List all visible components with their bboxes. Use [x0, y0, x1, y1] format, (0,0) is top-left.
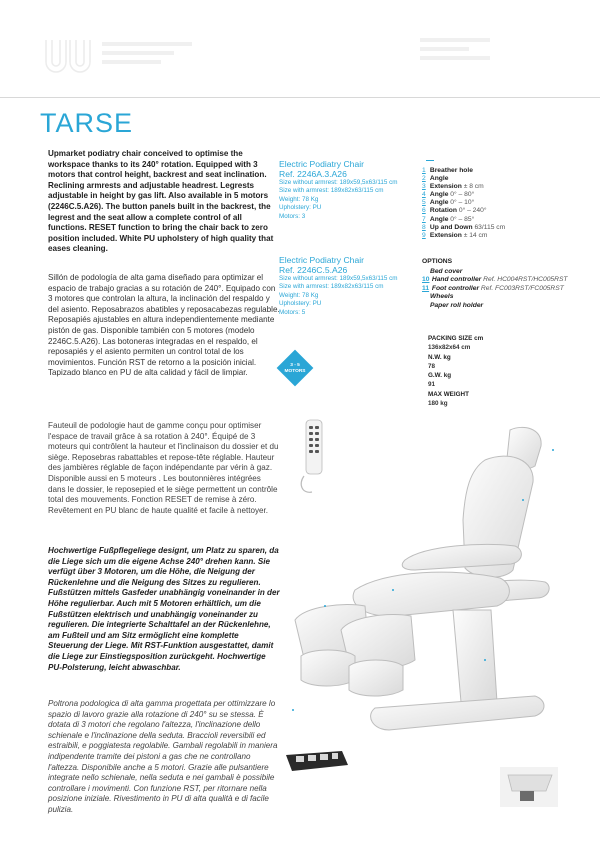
motor-badge-text: 3 - 5 MOTORS: [284, 363, 306, 374]
list-item: 2 Angle: [422, 175, 449, 183]
description-en: Upmarket podiatry chair conceived to optimise the workspace thanks to its 240° rotation. Equipped with 3 motors that control height, backrest and seat inclination. Reclining armrests and adjustable headrest. Legrests adjustable in height by gas lift. Also available in 5 motors (2246C.5.A26). The button panels built in the backrest, the legrest and the seat allow a complete control of all functions. RESET function to bring the chair back to zero position included. White PU upholstery of high quality that eases cleaning.: [48, 149, 274, 254]
header-info: [420, 38, 490, 65]
net-weight-label: N.W. kg: [428, 353, 451, 361]
model-ref: Ref. 2246C.5.A26: [279, 265, 348, 275]
list-item: 4 Angle 0° – 80°: [422, 191, 475, 199]
feature-list-marker: [426, 160, 434, 161]
description-it: Poltrona podologica di alta gamma progettata per ottimizzare lo spazio di lavoro grazie alla rotazione di 240° su se stessa. È dotata di 3 motori che regolano l'altezza, l'inclinazione dello schienale e l'inclinazione della seduta. Braccioli reversibili ed estraibili, e poggiatesta regolabile. Gambali regolabili in maniera indipendente tramite dei pistoni a gas che ne controllano l'altezza. Disponibile anche a 5 motori. Grazie alle pulsantiere integrate nello schienale, nella seduta e nei gambali è possibile controllare i movimenti. Con funzione RST, per ritornare nella posizione iniziale. Rivestimento in PU di alta qualità e di facile pulizia.: [48, 699, 278, 814]
header-divider: [0, 97, 600, 98]
model-spec-3-motors: [279, 159, 424, 221]
gross-weight-label: G.W. kg: [428, 372, 452, 380]
list-item: 5 Angle 0° – 10°: [422, 199, 475, 207]
list-item: 8 Up and Down 63/115 cm: [422, 223, 506, 231]
model-size-without: Size without armrest: 189x59,5x63/115 cm: [279, 179, 398, 186]
list-item: 3 Extension ± 8 cm: [422, 183, 484, 191]
brand-logo-icon: [42, 36, 94, 80]
model-name: Electric Podiatry Chair: [279, 159, 365, 169]
model-motors: Motors: 3: [279, 212, 306, 220]
model-weight: Weight: 78 Kg: [279, 291, 319, 299]
brand-wordmark: [102, 42, 192, 69]
model-ref: Ref. 2246A.3.A26: [279, 169, 347, 179]
list-item: 7 Angle 0° – 85°: [422, 215, 475, 223]
list-item: Paper roll holder: [430, 301, 484, 309]
packing-heading: PACKING SIZE cm: [428, 335, 484, 342]
net-weight: 78: [428, 362, 436, 370]
model-name: Electric Podiatry Chair: [279, 255, 365, 265]
model-upholstery: Upholstery: PU: [279, 204, 322, 212]
foot-controller-image: [282, 745, 352, 775]
list-item: Bed cover: [430, 267, 463, 275]
wheel-detail-image: [500, 767, 558, 807]
list-item: 6 Rotation 0° – 240°: [422, 207, 487, 215]
max-weight: 180 kg: [428, 400, 448, 408]
options-heading: OPTIONS: [422, 258, 453, 265]
max-weight-label: MAX WEIGHT: [428, 390, 469, 398]
model-upholstery: Upholstery: PU: [279, 300, 322, 308]
description-es: Sillón de podología de alta gama diseñado para optimizar el espacio de trabajo gracias a su rotación de 240°. Equipado con 3 motores que controlan la altura, la inclinación del respaldo y del asiento. Reposabrazos abatibles y reposacabezas regulable. Reposapiés ajustables en altura independientemente mediante pistón de gas. Disponible también con 5 motores (modelo 2246C.5.A26). Las botoneras integradas en el respaldo, el reposapiés y el asiento permiten un control total de los movimientos. Función RST de retorno a la posición inicial. Tapizado blanco en PU de alta calidad y fácil de limpiar.: [48, 273, 280, 378]
model-size-without: Size without armrest: 189x59,5x63/115 cm: [279, 275, 398, 282]
list-item: 1 Breather hole: [422, 167, 473, 174]
list-item: 10 Hand controller Ref. HC004RST/HC005RST: [422, 276, 568, 284]
description-de: Hochwertige Fußpflegeliege designt, um Platz zu sparen, da die Liege sich um die eigene Achse 240° drehen kann. Sie verfügt über 3 Motoren, um die Höhe, die Neigung der Rückenlehne und die Neigung des Sitzes zu regulieren. Fußstützen mittels Gasfeder unabhängig voneinander in der Höhe regulierbar. Auch mit 5 Motoren erhältlich, um die Fußstützen elektrisch und unabhängig voneinander zu regulieren. Die integrierte Schalttafel an der Rückenlehne, am Fußteil und am Sitz ermöglicht eine komplette Steuerung der Liege. Mit RST-Funktion ausgestattet, damit die Liege zur Einstiegsposition zurückgeht. Hochwertige PU-Polsterung, leicht abwaschbar.: [48, 546, 280, 672]
model-size-with: Size with armrest: 189x82x63/115 cm: [279, 187, 384, 195]
model-weight: Weight: 78 Kg: [279, 195, 319, 203]
list-item: 9 Extension ± 14 cm: [422, 231, 488, 239]
options-section: [422, 258, 568, 311]
packing-info: [428, 334, 483, 408]
model-size-with: Size with armrest: 189x82x63/115 cm: [279, 283, 384, 291]
model-motors: Motors: 5: [279, 308, 306, 316]
model-spec-5-motors: [279, 255, 424, 317]
page-title: TARSE: [40, 108, 134, 138]
description-fr: Fauteuil de podologie haut de gamme conçu pour optimiser l'espace de travail grâce à sa rotation à 240°. Équipé de 3 moteurs qui contrôlent la hauteur et l'inclinaison du dossier et du siège. Reposebras rabattables et repose-tête réglable. Hauteur des jambières réglable de façon indépendante par vérin à gaz. Disponible aussi en 5 moteurs . Les boutonnières intégrées dans le dossier, le reposepied et le siège permettent un contrôle total des mouvements. Fonction RESET de remise à zéro. Revêtement en PU blanc de haute qualité et facile à nettoyer.: [48, 421, 279, 515]
packing-size: 136x82x64 cm: [428, 344, 471, 352]
podiatry-chair-image: [285, 420, 575, 750]
feature-list: [422, 167, 505, 240]
gross-weight: 91: [428, 381, 436, 389]
list-item: Wheels: [430, 293, 454, 301]
list-item: 11 Foot controller Ref. FC003RST/FC005RST: [422, 284, 564, 292]
